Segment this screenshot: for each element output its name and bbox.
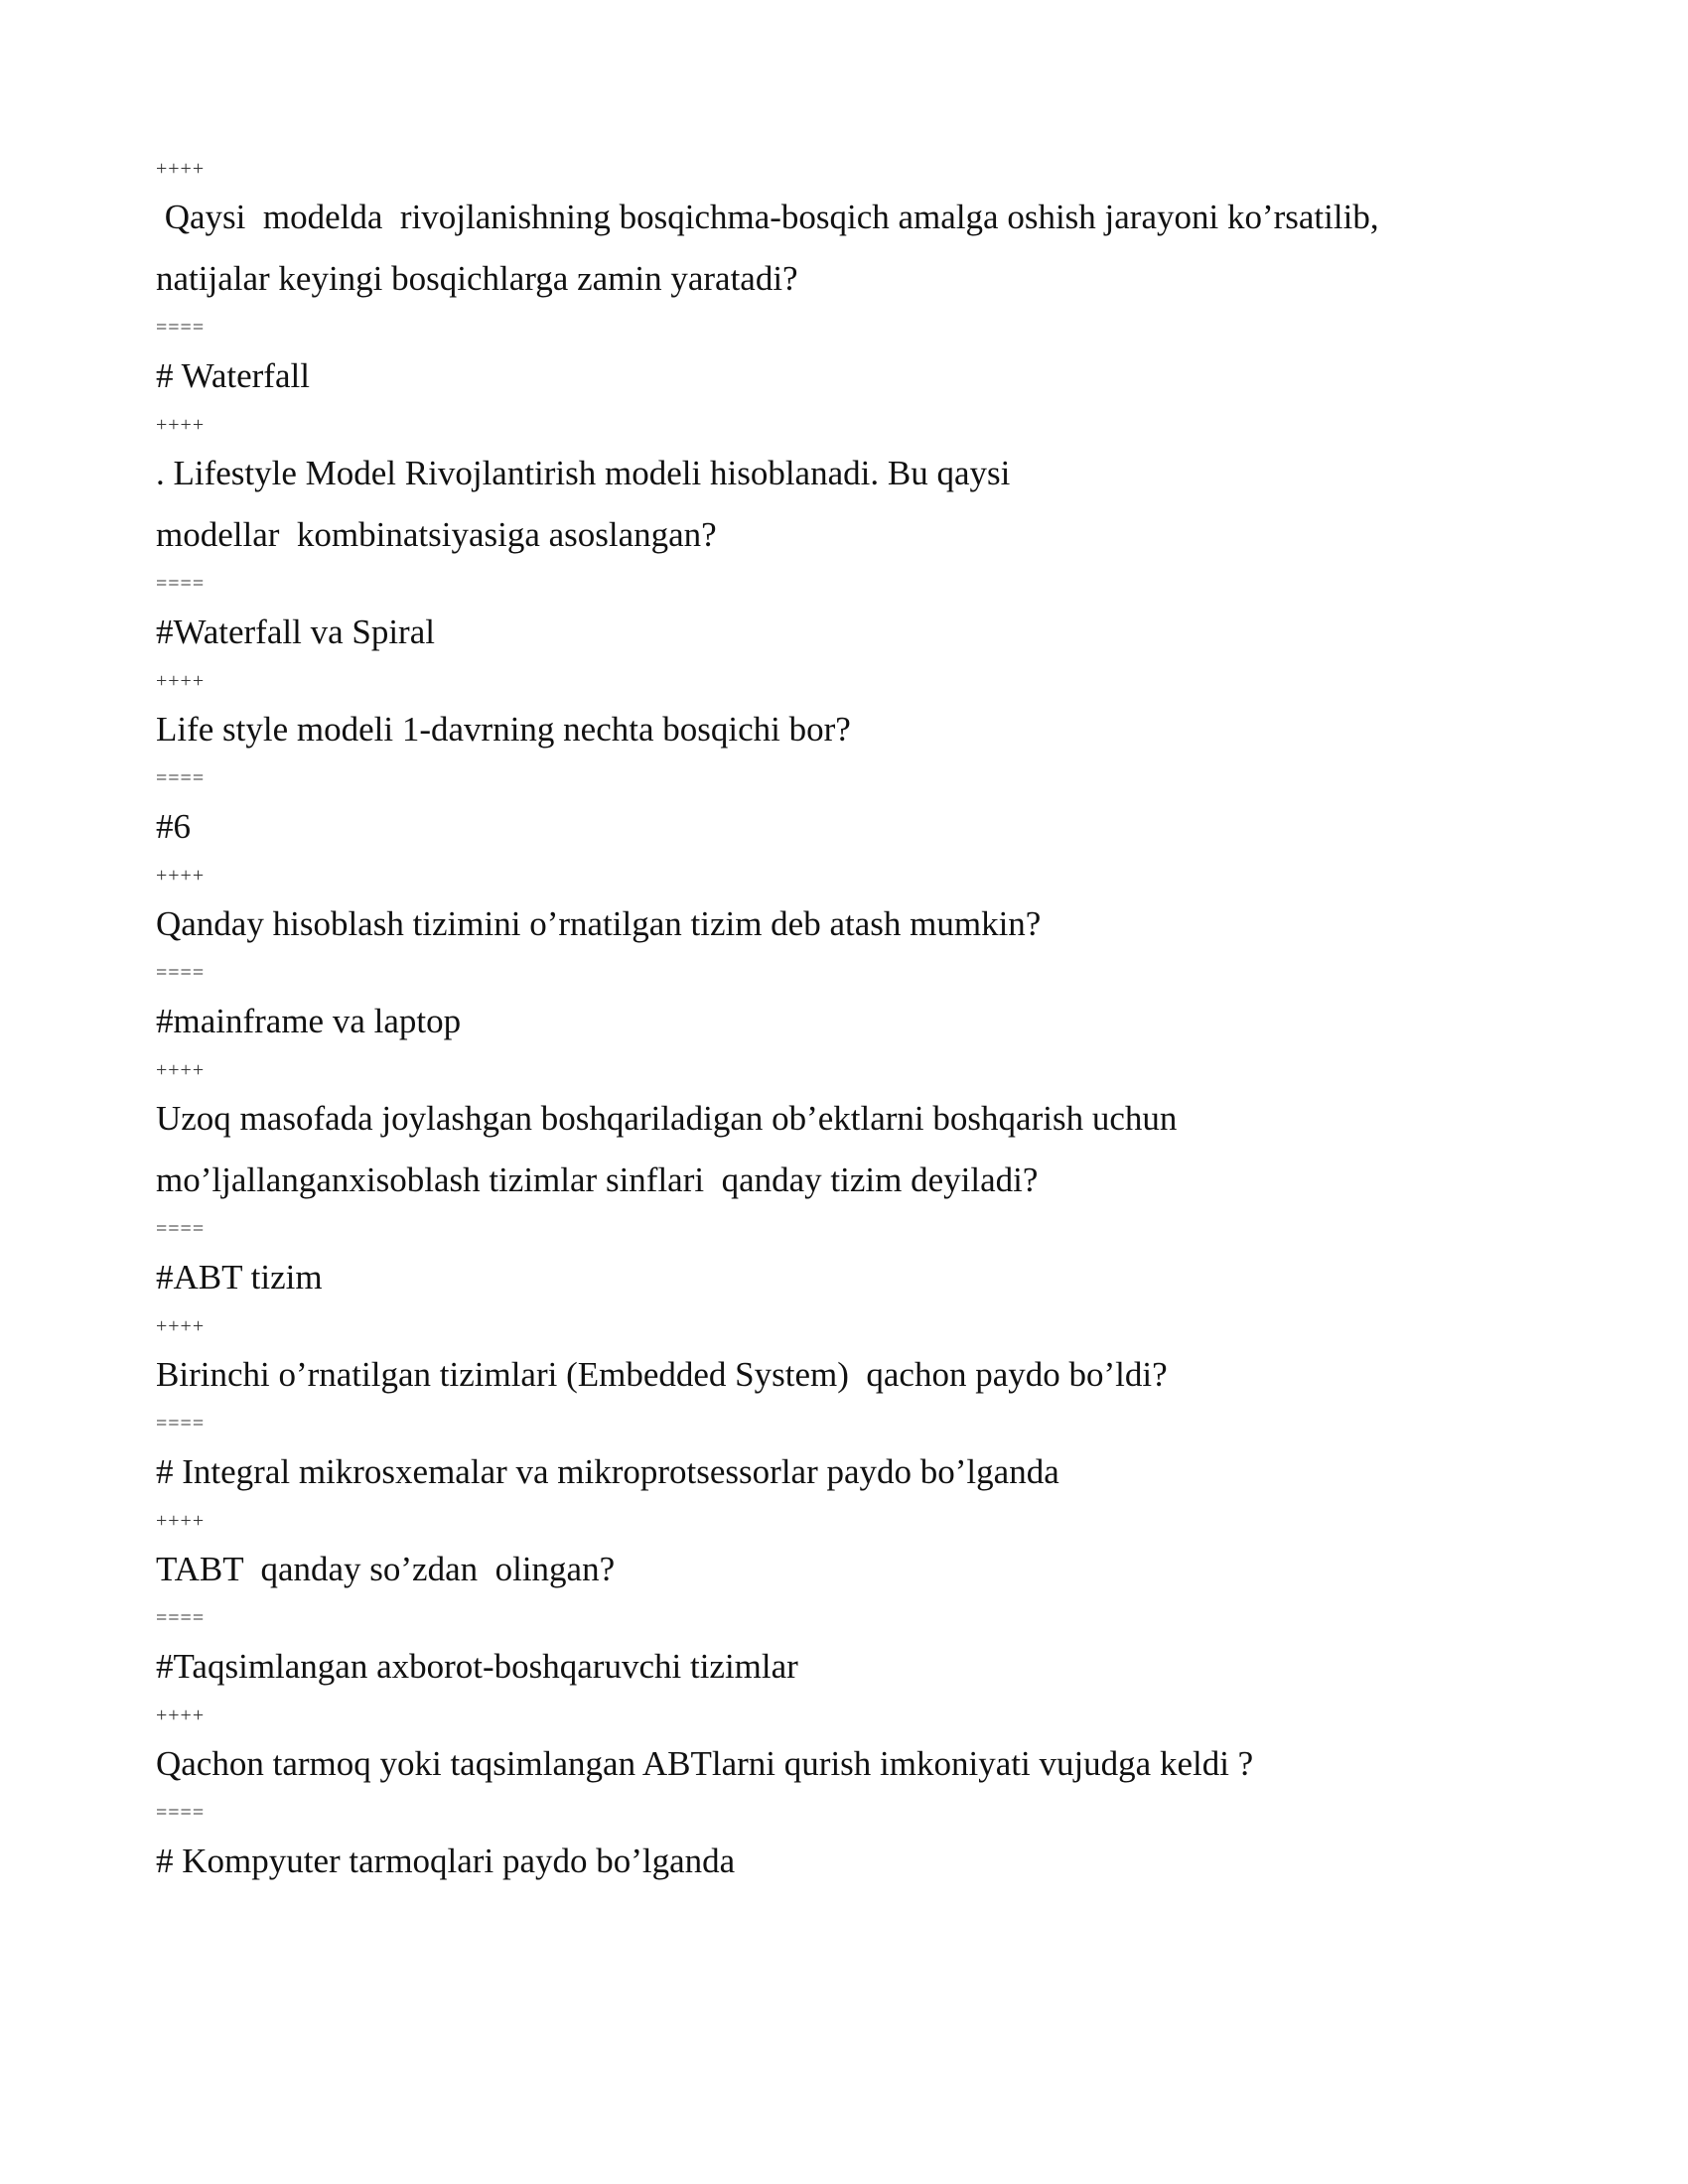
answer-text-line: #Waterfall va Spiral <box>156 613 435 651</box>
question-separator: ++++ <box>156 1510 206 1532</box>
answer-block <box>156 1600 1546 1698</box>
question-separator: ++++ <box>156 1315 206 1337</box>
question-block <box>156 663 1546 760</box>
answer-block <box>156 310 1546 407</box>
answer-text-line: #6 <box>156 807 191 846</box>
answer-block <box>156 1795 1546 1892</box>
answer-block <box>156 760 1546 858</box>
question-text-line: mo’ljallanganxisoblash tizimlar sinflari qanday tizim deyiladi? <box>156 1160 1039 1199</box>
answer-block <box>156 566 1546 663</box>
answer-separator: ==== <box>156 1218 206 1240</box>
question-separator: ++++ <box>156 1705 206 1726</box>
question-separator: ++++ <box>156 670 206 692</box>
answer-text-line: #ABT tizim <box>156 1258 323 1297</box>
answer-separator: ==== <box>156 1802 206 1824</box>
question-text-line: Uzoq masofada joylashgan boshqariladigan ob’ektlarni boshqarish uchun <box>156 1099 1178 1138</box>
answer-separator: ==== <box>156 1607 206 1629</box>
answer-text-line: # Waterfall <box>156 356 310 395</box>
question-block <box>156 1052 1546 1211</box>
question-text-line: Life style modeli 1-davrning nechta bosqichi bor? <box>156 710 851 749</box>
question-text-line: Qaysi modelda rivojlanishning bosqichma-bosqich amalga oshish jarayoni ko’rsatilib, <box>156 198 1379 236</box>
question-block <box>156 407 1546 566</box>
answer-block <box>156 955 1546 1052</box>
question-text-line: Birinchi o’rnatilgan tizimlari (Embedded System) qachon paydo bo’ldi? <box>156 1355 1168 1394</box>
question-text-line: natijalar keyingi bosqichlarga zamin yaratadi? <box>156 259 798 298</box>
question-block <box>156 1698 1546 1795</box>
answer-block <box>156 1406 1546 1503</box>
answer-text-line: #mainframe va laptop <box>156 1002 462 1040</box>
question-separator: ++++ <box>156 414 206 436</box>
answer-separator: ==== <box>156 962 206 984</box>
answer-text-line: #Taqsimlangan axborot-boshqaruvchi tizimlar <box>156 1647 798 1686</box>
question-text-line: TABT qanday so’zdan olingan? <box>156 1550 616 1588</box>
question-separator: ++++ <box>156 1059 206 1081</box>
question-block <box>156 1308 1546 1406</box>
question-block <box>156 1503 1546 1600</box>
answer-separator: ==== <box>156 767 206 789</box>
answer-text-line: # Integral mikrosxemalar va mikroprotsessorlar paydo bo’lganda <box>156 1452 1059 1491</box>
answer-block <box>156 1211 1546 1308</box>
question-separator: ++++ <box>156 865 206 887</box>
question-text-line: Qachon tarmoq yoki taqsimlangan ABTlarni qurish imkoniyati vujudga keldi ? <box>156 1744 1254 1783</box>
answer-text-line: # Kompyuter tarmoqlari paydo bo’lganda <box>156 1842 736 1880</box>
question-block <box>156 858 1546 955</box>
question-text-line: modellar kombinatsiyasiga asoslangan? <box>156 515 717 554</box>
answer-separator: ==== <box>156 317 206 339</box>
answer-separator: ==== <box>156 1413 206 1434</box>
question-block <box>156 151 1546 310</box>
document-page <box>156 151 1546 1892</box>
answer-separator: ==== <box>156 573 206 595</box>
question-text-line: . Lifestyle Model Rivojlantirish modeli hisoblanadi. Bu qaysi <box>156 454 1011 492</box>
question-separator: ++++ <box>156 158 206 180</box>
question-text-line: Qanday hisoblash tizimini o’rnatilgan tizim deb atash mumkin? <box>156 904 1042 943</box>
